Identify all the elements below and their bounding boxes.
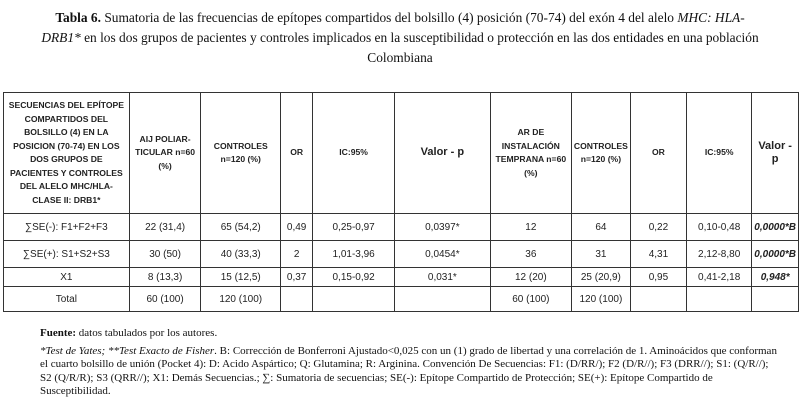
column-header: OR: [281, 93, 313, 214]
table-cell: 0,0397*: [394, 214, 490, 241]
table-cell: 60 (100): [129, 287, 201, 312]
table-cell: 120 (100): [571, 287, 630, 312]
table-cell: [687, 287, 752, 312]
row-label: ∑SE(+): S1+S2+S3: [4, 241, 130, 268]
column-header: OR: [630, 93, 686, 214]
table-cell: 2: [281, 241, 313, 268]
column-header: AIJ POLIAR-TICULAR n=60 (%): [129, 93, 201, 214]
caption-text: Sumatoria de las frecuencias de epítopes compartidos del bolsillo (4) posición (70-74) del exón 4 del alelo: [100, 10, 678, 25]
table-cell: 0,0000*B: [752, 241, 799, 268]
column-header: SECUENCIAS DEL EPÍTOPE COMPARTIDOS DEL BOLSILLO (4) EN LA POSICION (70-74) EN LOS DOS GRUPOS DE PACIENTES Y CONTROLES DEL ALELO MHC/HLA-CLASE II: DRB1*: [4, 93, 130, 214]
table-caption: [40, 8, 760, 68]
table-row: [4, 268, 799, 287]
table-cell: [752, 287, 799, 312]
tests-note: *Test de Yates; **Test Exacto de Fisher: [40, 344, 215, 357]
table-cell: 0,15-0,92: [313, 268, 395, 287]
column-header: CONTROLES n=120 (%): [201, 93, 281, 214]
table-cell: 1,01-3,96: [313, 241, 395, 268]
table-cell: 0,41-2,18: [687, 268, 752, 287]
column-header: Valor - p: [752, 93, 799, 214]
table-cell: 25 (20,9): [571, 268, 630, 287]
column-header: CONTROLES n=120 (%): [571, 93, 630, 214]
table-cell: 0,031*: [394, 268, 490, 287]
column-header: IC:95%: [687, 93, 752, 214]
table-cell: 22 (31,4): [129, 214, 201, 241]
table-cell: 0,10-0,48: [687, 214, 752, 241]
column-header: AR DE INSTALACIÓN TEMPRANA n=60 (%): [490, 93, 571, 214]
header-row: [4, 93, 799, 214]
table-cell: 31: [571, 241, 630, 268]
source-label: Fuente:: [40, 327, 77, 339]
table-row: [4, 287, 799, 312]
row-label: ∑SE(-): F1+F2+F3: [4, 214, 130, 241]
table-cell: 65 (54,2): [201, 214, 281, 241]
table-cell: 30 (50): [129, 241, 201, 268]
table-cell: 8 (13,3): [129, 268, 201, 287]
row-label: X1: [4, 268, 130, 287]
table-row: [4, 214, 799, 241]
table-cell: 120 (100): [201, 287, 281, 312]
table-cell: 64: [571, 214, 630, 241]
table-cell: [281, 287, 313, 312]
source-text: datos tabulados por los autores.: [76, 327, 218, 339]
table-cell: 0,0000*B: [752, 214, 799, 241]
row-label: Total: [4, 287, 130, 312]
table-cell: 12 (20): [490, 268, 571, 287]
caption-allele: MHC: HLA-DRB1*: [41, 10, 745, 45]
footnote: [40, 345, 780, 399]
footnote-body: . B: Corrección de Bonferroni Ajustado<0,025 con un (1) grado de libertad y una correlación de 1. Aminoácidos que conforman el cuarto bolsillo de unión (Pocket 4): D: Acido Aspártico; Q: Glutamina; R: Arginina. Convención De Secuencias: F1: (D/RR/); F2 (D/R//); F3 (DRR//); S1: (Q/R//); S2 (Q/R/R); S3 (QRR//); X1: Demás Secuencias.; ∑: Sumatoria de secuencias; SE(-): Epítope Compartido de Protección; SE(+): Epítope Compartido de Susceptibilidad.: [40, 344, 777, 397]
table-cell: 0,948*: [752, 268, 799, 287]
table-cell: 0,0454*: [394, 241, 490, 268]
column-header: Valor - p: [394, 93, 490, 214]
table-cell: 12: [490, 214, 571, 241]
table-cell: 0,95: [630, 268, 686, 287]
table-cell: 40 (33,3): [201, 241, 281, 268]
table-cell: [313, 287, 395, 312]
table-notes: [40, 327, 780, 403]
table-cell: 2,12-8,80: [687, 241, 752, 268]
table-cell: 60 (100): [490, 287, 571, 312]
table-row: [4, 241, 799, 268]
table-cell: 0,22: [630, 214, 686, 241]
caption-text-end: en los dos grupos de pacientes y controles implicados en la susceptibilidad o protección en las dos entidades en una población Colombiana: [80, 30, 759, 65]
table-cell: 36: [490, 241, 571, 268]
table-cell: 0,49: [281, 214, 313, 241]
table-cell: [630, 287, 686, 312]
table-cell: 15 (12,5): [201, 268, 281, 287]
table-cell: [394, 287, 490, 312]
table-cell: 4,31: [630, 241, 686, 268]
data-table: [3, 92, 799, 312]
caption-label: Tabla 6.: [55, 10, 101, 25]
table-cell: 0,25-0,97: [313, 214, 395, 241]
source-note: [40, 327, 780, 341]
column-header: IC:95%: [313, 93, 395, 214]
table-cell: 0,37: [281, 268, 313, 287]
